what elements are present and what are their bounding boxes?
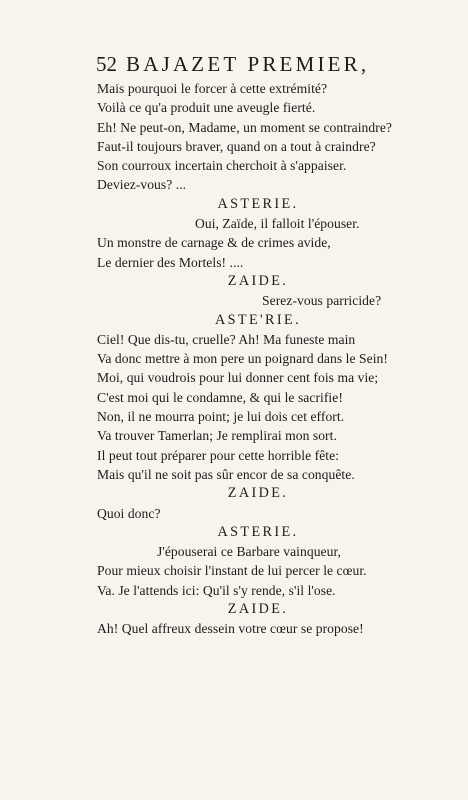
verse-line: Va. Je l'attends ici: Qu'il s'y rende, s'il l'ose. bbox=[97, 582, 336, 598]
verse-line: Serez-vous parricide? bbox=[262, 293, 382, 309]
verse-line: J'épouserai ce Barbare vainqueur, bbox=[157, 544, 341, 560]
play-text bbox=[97, 79, 397, 639]
speaker-name: ASTERIE. bbox=[217, 523, 299, 540]
speaker-name: ZAIDE. bbox=[227, 272, 289, 289]
verse-line: Moi, qui voudrois pour lui donner cent fois ma vie; bbox=[97, 370, 379, 386]
verse-line: Faut-il toujours braver, quand on a tout à craindre? bbox=[97, 138, 376, 154]
speaker-name: ZAIDE. bbox=[227, 601, 289, 618]
verse-line: Eh! Ne peut-on, Madame, un moment se contraindre? bbox=[97, 119, 392, 135]
verse-line: Va trouver Tamerlan; Je remplirai mon sort. bbox=[97, 428, 337, 444]
verse-line: Quoi donc? bbox=[97, 505, 161, 521]
verse-line: Son courroux incertain cherchoit à s'appaiser. bbox=[97, 158, 347, 174]
verse-line: Oui, Zaïde, il falloit l'épouser. bbox=[195, 216, 360, 232]
verse-line: C'est moi qui le condamne, & qui le sacrifie! bbox=[97, 389, 343, 405]
verse-line: Deviez-vous? ... bbox=[97, 177, 187, 193]
running-title: BAJAZET PREMIER, bbox=[126, 52, 370, 76]
verse-line: Un monstre de carnage & de crimes avide, bbox=[97, 235, 331, 251]
verse-line: Va donc mettre à mon pere un poignard dans le Sein! bbox=[97, 351, 388, 367]
speaker-name: ASTE'RIE. bbox=[214, 311, 302, 328]
verse-line: Le dernier des Mortels! .... bbox=[97, 254, 244, 270]
verse-line: Ciel! Que dis-tu, cruelle? Ah! Ma funeste main bbox=[97, 331, 356, 347]
verse-line: Voilà ce qu'a produit une aveugle fierté. bbox=[97, 100, 316, 116]
page-header bbox=[96, 52, 406, 76]
verse-line: Ah! Quel affreux dessein votre cœur se propose! bbox=[97, 621, 364, 637]
verse-line: Non, il ne mourra point; je lui dois cet effort. bbox=[97, 409, 345, 425]
verse-line: Pour mieux choisir l'instant de lui percer le cœur. bbox=[97, 563, 367, 579]
speaker-name: ZAIDE. bbox=[227, 485, 289, 502]
verse-line: Mais qu'il ne soit pas sûr encor de sa conquête. bbox=[97, 466, 355, 482]
verse-line: Mais pourquoi le forcer à cette extrémité? bbox=[97, 81, 328, 96]
speaker-name: ASTERIE. bbox=[217, 195, 299, 212]
page-number: 52 bbox=[96, 52, 117, 76]
verse-line: Il peut tout préparer pour cette horrible fête: bbox=[97, 447, 340, 463]
